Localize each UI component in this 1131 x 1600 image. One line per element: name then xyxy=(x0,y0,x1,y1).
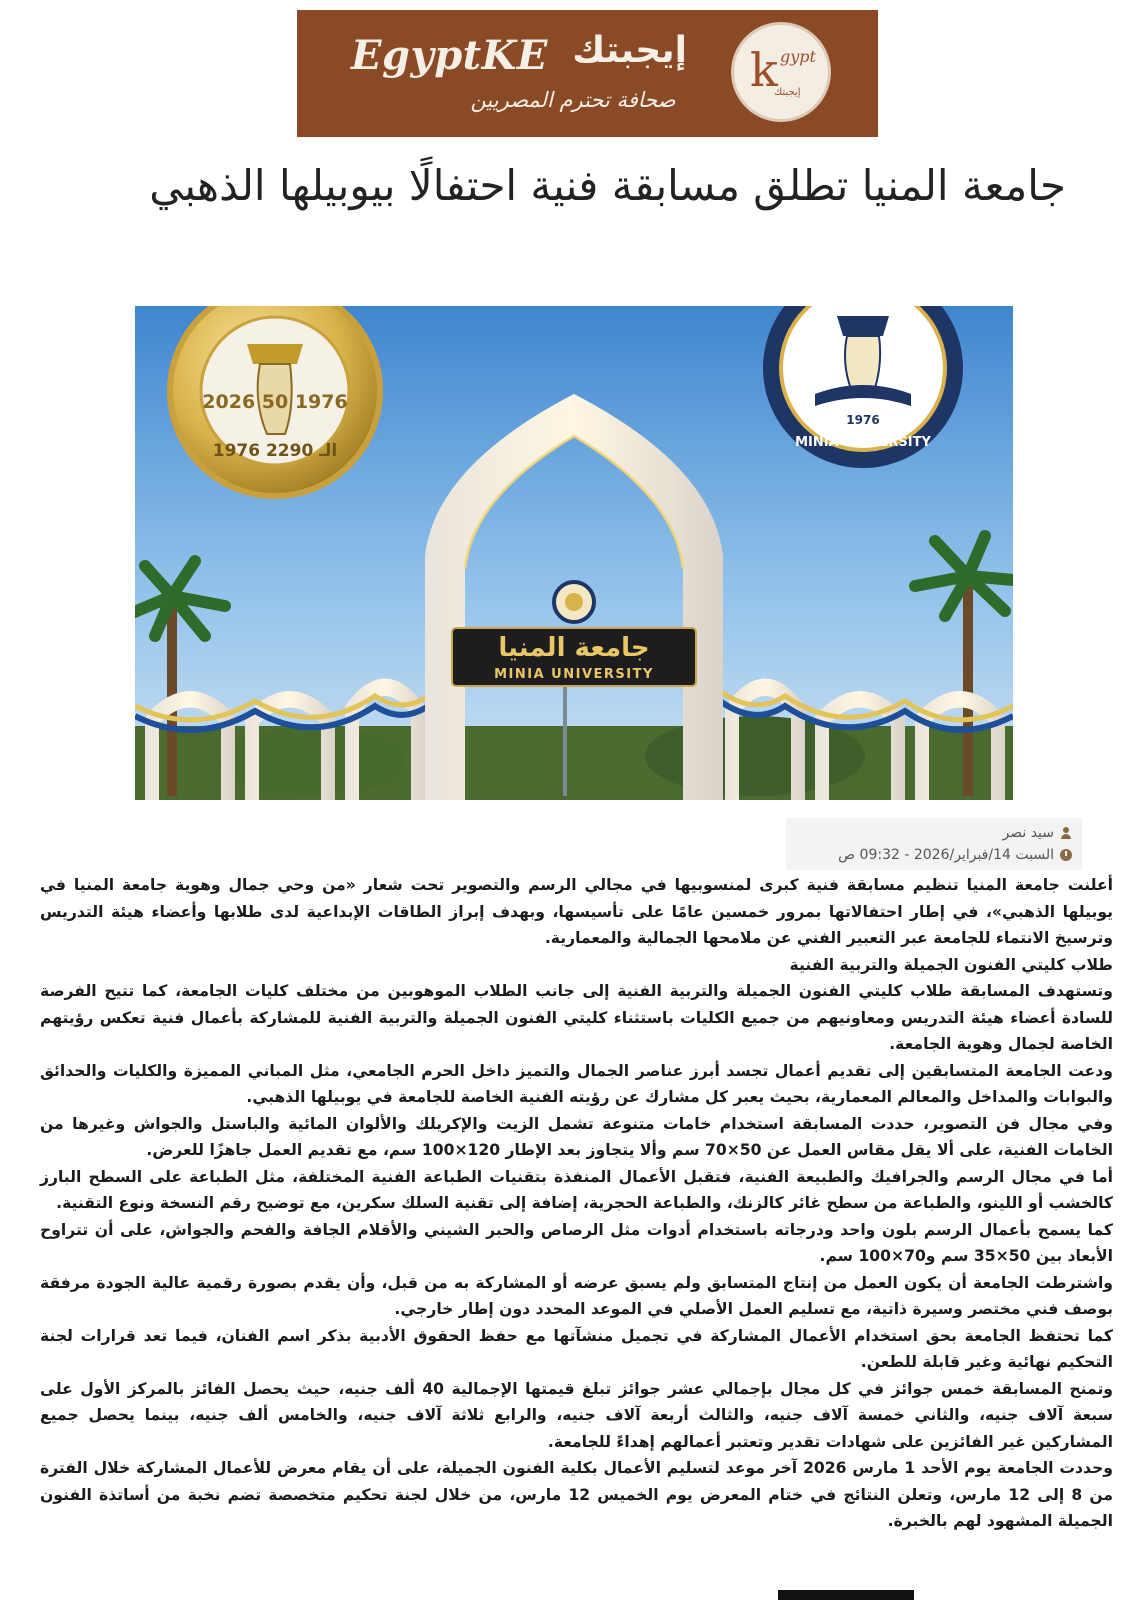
author-row[interactable] xyxy=(796,822,1072,844)
gate-sign-english: MINIA UNIVERSITY xyxy=(494,667,654,682)
bottom-bar xyxy=(778,1590,914,1600)
article-paragraph: ودعت الجامعة المتسابقين إلى تقديم أعمال تجسد أبرز عناصر الجمال والتميز داخل الحرم الجامعي، مثل المباني المميزة والكليات والحدائق والبوابات والمداخل والمعالم المعمارية، بحيث يعبر كل مشارك عن رؤيته الفنية الخاصة للجامعة في يوبيلها الذهبي. xyxy=(40,1061,1113,1106)
article-body xyxy=(40,872,1113,1535)
article-paragraph: وفي مجال فن التصوير، حددت المسابقة استخدام خامات متنوعة تشمل الزيت والإكريلك والألوان المائية والباستل والجواش وغيرها من الخامات الفنية، على ألا يقل مقاس العمل عن 50×70 سم وألا يتجاوز بعد الإطار 120×100 سم، مع تقديم العمل جاهزًا للعرض. xyxy=(40,1114,1113,1159)
site-name-arabic-text: إيجبتك xyxy=(572,30,687,71)
golden-jubilee-logo xyxy=(170,306,380,496)
gate-sign-arabic: جامعة المنيا xyxy=(498,633,650,663)
logo-small-arabic: إيجبتك xyxy=(774,87,801,98)
site-name-english: EgyptKE xyxy=(351,32,548,79)
light-pole xyxy=(563,686,567,796)
logo-small-english: gypt xyxy=(780,47,816,66)
publish-date: السبت 14/فبراير/2026 - 09:32 ص xyxy=(838,847,1054,863)
site-logo[interactable] xyxy=(731,22,831,122)
site-header-banner[interactable] xyxy=(297,10,878,137)
article-paragraph: كما تحتفظ الجامعة بحق استخدام الأعمال المشاركة في تجميل منشآتها مع حفظ الحقوق الأدبية بذكر اسم الفنان، فيما تعد قرارات لجنة التحكيم نهائية وغير قابلة للطعن. xyxy=(40,1326,1113,1371)
article-paragraph: وتمنح المسابقة خمس جوائز في كل مجال بإجمالي عشر جوائز تبلغ قيمتها الإجمالية 40 ألف جنيه، حيث يحصل الفائز بالمركز الأول على سبعة آلاف جنيه، والثاني خمسة آلاف جنيه، والثالث أربعة آلاف جنيه، والرابع ثلاثة آلاف جنيه، والخامس ألف جنيه، بينما يحصل جميع المشاركين غير الفائزين على شهادات تقدير وتعتبر أعمالهم إهداءً للجامعة. xyxy=(40,1379,1113,1451)
article-paragraph: وحددت الجامعة يوم الأحد 1 مارس 2026 آخر موعد لتسليم الأعمال بكلية الفنون الجميلة، على أن يقام معرض للأعمال المشاركة خلال الفترة من 8 إلى 12 مارس، وتعلن النتائج في ختام المعرض يوم الخميس 12 مارس، من خلال لجنة تحكيم متخصصة تضم نخبة من أساتذة الفنون الجميلة المشهود لهم بالخبرة. xyxy=(40,1459,1114,1530)
article-paragraph: واشترطت الجامعة أن يكون العمل من إنتاج المتسابق ولم يسبق عرضه أو المشاركة به من قبل، وأن يقدم بصورة رقمية عالية الجودة مرفقة بوصف فني مختصر وسيرة ذاتية، مع تسليم العمل الأصلي في الموعد المحدد دون إطار خارجي. xyxy=(40,1273,1113,1318)
author-name[interactable]: سيد نصر xyxy=(1002,825,1054,841)
golden-logo-text: 1976 الـ 2290 xyxy=(212,441,338,461)
logo-letter: k xyxy=(750,43,778,97)
golden-logo-years: 2026 50 1976 xyxy=(202,391,348,413)
article-title: جامعة المنيا تطلق مسابقة فنية احتفالًا بيوبيلها الذهبي xyxy=(149,161,1066,210)
blue-logo-text: MINIA UNIVERSITY xyxy=(795,435,931,450)
article-meta xyxy=(786,818,1082,870)
article-paragraph: وتستهدف المسابقة طلاب كليتي الفنون الجميلة والتربية الفنية إلى جانب الطلاب الموهوبين من مختلف كليات الجامعة، كما تتيح الفرصة للسادة أعضاء هيئة التدريس ومعاونيهم من جميع الكليات باستثناء كليتي الفنون الجميلة والتربية الفنية للمشاركة بأعمال فنية تعكس رؤيتهم الخاصة لجمال وهوية الجامعة. xyxy=(40,982,1113,1053)
article-hero-image xyxy=(135,306,1013,800)
gate-emblem xyxy=(554,582,594,622)
blue-logo-year: 1976 xyxy=(846,413,880,427)
user-icon xyxy=(1060,827,1072,839)
clock-icon xyxy=(1060,849,1072,861)
site-slogan: صحافة تحترم المصريين xyxy=(470,88,676,112)
article-paragraph: كما يسمح بأعمال الرسم بلون واحد ودرجاته باستخدام أدوات مثل الرصاص والحبر الشيني والأقلام الجافة والفحم والجواش، على أن تتراوح الأبعاد بين 50×35 سم و70×100 سم. xyxy=(40,1220,1113,1265)
article-paragraph: أما في مجال الرسم والجرافيك والطبيعة الفنية، فتقبل الأعمال المنفذة بتقنيات الطباعة الفنية المختلفة، مثل الطباعة على السطح البارز كالخشب أو اللينو، والطباعة من سطح غائر كالزنك، والطباعة الحجرية، إضافة إلى تقنية السلك سكرين، مع توضيح رقم النسخة ونوع التقنية. xyxy=(40,1167,1113,1212)
article-subheading: طلاب كليتي الفنون الجميلة والتربية الفنية xyxy=(789,955,1113,974)
article-paragraph: أعلنت جامعة المنيا تنظيم مسابقة فنية كبرى لمنسوبيها في مجالي الرسم والتصوير تحت شعار «من وحي جمال وهوية جامعة المنيا في يوبيلها الذهبي»، في إطار احتفالاتها بمرور خمسين عامًا على تأسيسها، وبهدف إبراز الطاقات الإبداعية لدى طلابها وأعضاء هيئة التدريس وترسيخ الانتماء للجامعة عبر التعبير الفني عن ملامحها الجمالية والمعمارية. xyxy=(40,876,1113,947)
site-name-arabic xyxy=(515,30,687,71)
date-row xyxy=(796,844,1072,866)
